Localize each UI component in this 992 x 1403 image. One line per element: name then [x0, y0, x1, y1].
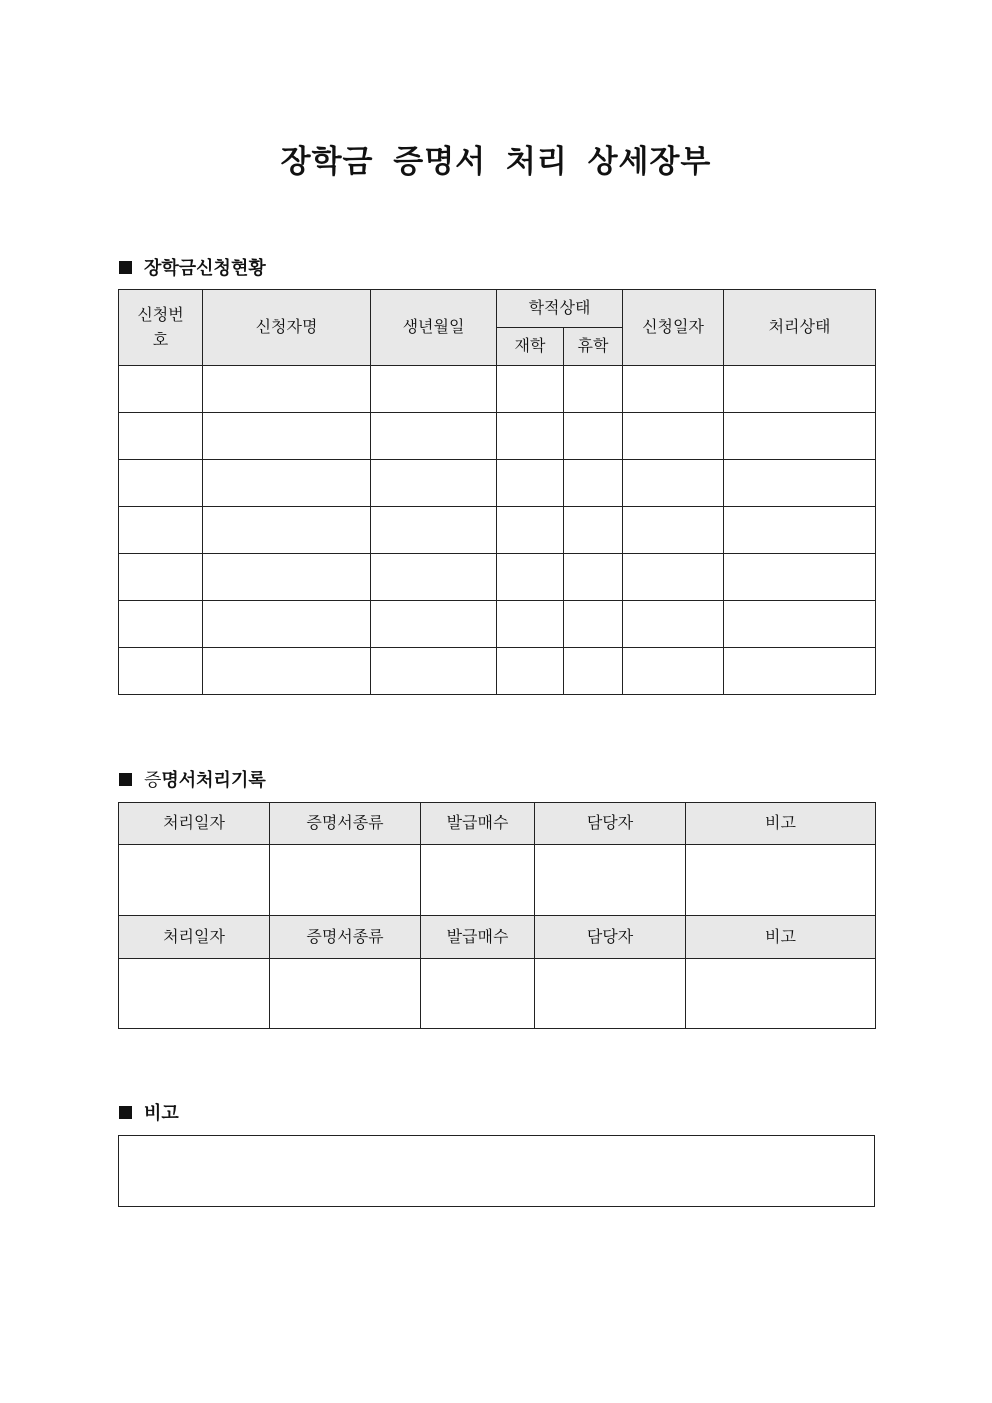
header-status-group: 학적상태 — [497, 290, 623, 328]
section-heading-label: 장학금신청현황 — [144, 258, 266, 279]
square-bullet-icon — [119, 773, 132, 786]
header-process-status: 처리상태 — [724, 290, 876, 366]
table-row — [119, 366, 876, 413]
header-applicant: 신청자명 — [203, 290, 371, 366]
table-row — [119, 460, 876, 507]
section-heading-first-char: 증 — [144, 770, 162, 791]
header-remarks: 비고 — [686, 803, 876, 845]
table-row — [119, 413, 876, 460]
table-row — [119, 601, 876, 648]
table-row — [119, 845, 876, 916]
header-leave: 휴학 — [564, 328, 623, 366]
header-issue-count: 발급매수 — [421, 916, 535, 959]
table-row — [119, 959, 876, 1029]
remarks-field[interactable] — [119, 1136, 875, 1207]
certificate-records-table — [118, 802, 876, 1029]
section-heading-label: 명서처리기록 — [161, 770, 266, 791]
header-app-no: 신청번호 — [119, 290, 203, 366]
section-heading-certificate-records — [119, 766, 266, 792]
header-certificate-type: 증명서종류 — [270, 916, 421, 959]
section-heading-application-status — [119, 254, 266, 280]
square-bullet-icon — [119, 1106, 132, 1119]
header-enrolled: 재학 — [497, 328, 564, 366]
table-row — [119, 554, 876, 601]
header-birth: 생년월일 — [371, 290, 497, 366]
table-row — [119, 507, 876, 554]
header-remarks: 비고 — [686, 916, 876, 959]
page-title: 장학금 증명서 처리 상세장부 — [280, 144, 712, 180]
header-certificate-type: 증명서종류 — [270, 803, 421, 845]
section-heading-remarks — [119, 1099, 179, 1125]
table-row — [119, 648, 876, 695]
section-heading-label: 비고 — [144, 1103, 179, 1124]
square-bullet-icon — [119, 261, 132, 274]
header-issue-count: 발급매수 — [421, 803, 535, 845]
header-process-date: 처리일자 — [119, 803, 270, 845]
application-status-table — [118, 289, 876, 695]
header-manager: 담당자 — [535, 916, 686, 959]
header-apply-date: 신청일자 — [623, 290, 724, 366]
header-process-date: 처리일자 — [119, 916, 270, 959]
remarks-box — [118, 1135, 875, 1207]
header-manager: 담당자 — [535, 803, 686, 845]
